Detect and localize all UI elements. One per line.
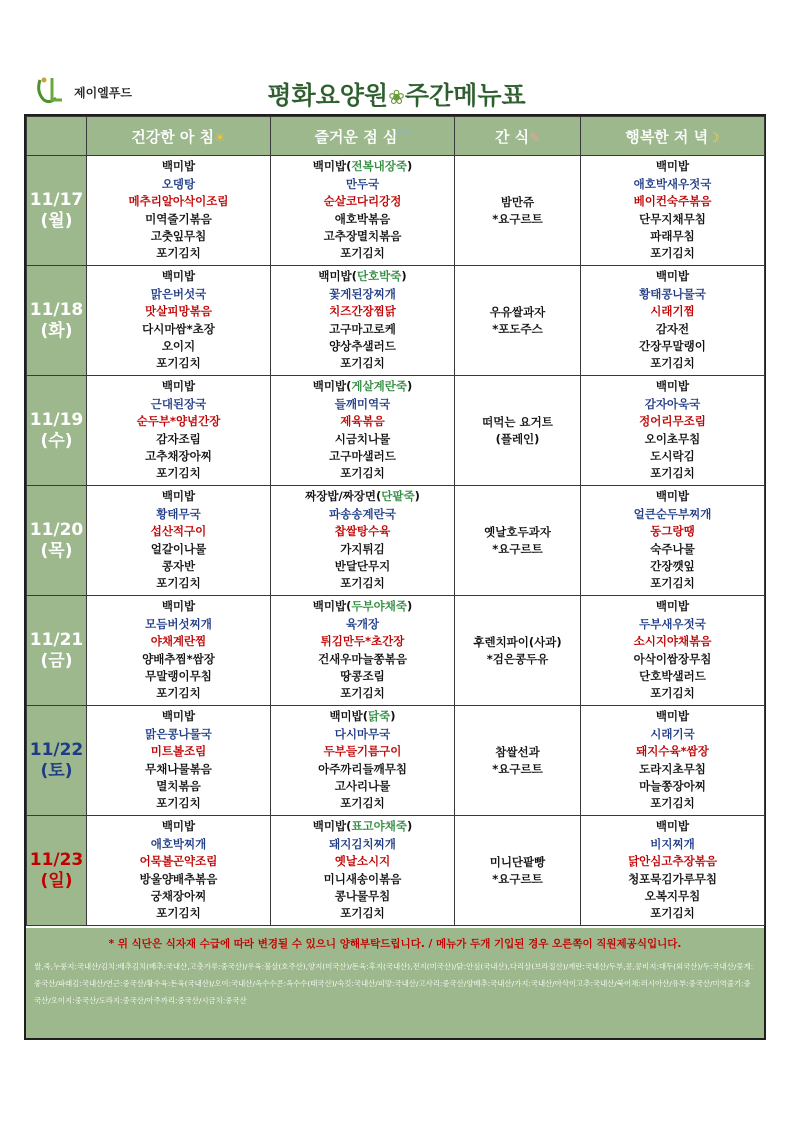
dinner-item: 감자전: [655, 321, 690, 336]
dinner-item: 백미밥: [655, 159, 690, 174]
menu-table: [26, 116, 765, 926]
menu-text-part: ): [414, 489, 420, 504]
snack-item: 떠먹는 요거트: [482, 414, 553, 429]
day-date-cell: [27, 706, 87, 816]
lunch-item: 미니새송이볶음: [323, 871, 402, 886]
lunch-item: 치즈간장찜닭: [329, 304, 396, 319]
lunch-item: 고구마고로케: [329, 321, 396, 336]
breakfast-cell: [87, 816, 271, 926]
footer-note: * 위 식단은 식자재 수급에 따라 변경될 수 있으니 양해부탁드립니다. / 메뉴가 두개 기입된 경우 오른쪽이 직원제공식입니다.: [108, 938, 682, 950]
menu-text-part: 표고야채죽: [351, 819, 407, 834]
menu-text-part: 백미밥(: [312, 819, 352, 834]
breakfast-item: 오이지: [161, 338, 196, 353]
breakfast-item: 미트볼조림: [150, 744, 207, 759]
dinner-cell: [581, 816, 765, 926]
lunch-item: 만두국: [345, 176, 380, 191]
dinner-item: 백미밥: [655, 269, 690, 284]
breakfast-item: 얼갈이나물: [150, 541, 207, 556]
day-date-cell: [27, 156, 87, 266]
snack-item: *포도주스: [492, 321, 543, 336]
lunch-item: [271, 488, 454, 505]
breakfast-item: 무말랭이무침: [145, 668, 212, 683]
day-row: [27, 376, 765, 486]
header-breakfast: 건강한 아 침☀: [87, 117, 271, 156]
dinner-item: 애호박새우젓국: [633, 176, 712, 191]
breakfast-item: 백미밥: [161, 379, 196, 394]
origin-info: 쌀,죽,누룽지:국내산/김치:배추김치(배추:국내산,고춧가루:중국산)/우육:불살(호주산),양지(미국산)/돈육:후지(국내산),전지(미국산)/닭:안심(국내산),다리살(브라질산)/계란:국내산/두부,콩,콩비지:대두(외국산)/두:국내산/꽃게:중국산/파래김:국내산/연근:중국산/황수육:돈육(국내산)/오이:국내산/옥수수콘:옥수수(태국산)/숙깃:국내산/피망:국내산/고사리:중국산/양배추:국내산/가지:국내산/아삭이고추:국내산/북어채:러시아산/유부:중국산/미역줄기:중국산/오이지:중국산/도라지:중국산/아주까리:중국산/시금치:중국산: [34, 962, 754, 1005]
dinner-item: 백미밥: [655, 599, 690, 614]
breakfast-cell: [87, 156, 271, 266]
breakfast-cell: [87, 596, 271, 706]
dinner-item: 시래기국: [650, 726, 695, 741]
lunch-item: 포기김치: [340, 906, 385, 921]
breakfast-item: 다시마쌈*초장: [142, 321, 215, 336]
menu-text-part: 짜장밥/짜장면(: [305, 489, 382, 504]
menu-frame: [24, 114, 766, 1040]
day-date-cell: [27, 266, 87, 376]
dinner-cell: [581, 376, 765, 486]
day-date: 11/18: [29, 299, 84, 320]
dinner-item: 포기김치: [650, 796, 695, 811]
day-date: 11/19: [29, 409, 84, 430]
breakfast-item: 백미밥: [161, 489, 196, 504]
snack-cell: [455, 596, 581, 706]
dinner-item: 마늘쫑장아찌: [639, 778, 706, 793]
lunch-item: 건새우마늘쫑볶음: [318, 651, 407, 666]
snack-cell: [455, 486, 581, 596]
dinner-item: 포기김치: [650, 576, 695, 591]
snack-item: 참쌀선과: [495, 744, 540, 759]
breakfast-item: 백미밥: [161, 269, 196, 284]
lunch-item: 포기김치: [340, 576, 385, 591]
lunch-item: 아주까리들깨무침: [318, 761, 407, 776]
lunch-item: 가지튀김: [340, 541, 385, 556]
menu-text-part: 백미밥(: [329, 709, 369, 724]
dinner-item: 아삭이쌈장무침: [633, 651, 712, 666]
dinner-cell: [581, 266, 765, 376]
breakfast-cell: [87, 486, 271, 596]
dinner-item: 시래기찜: [650, 304, 695, 319]
lunch-cell: [271, 596, 455, 706]
day-of-week: (금): [40, 650, 73, 671]
lunch-item: 포기김치: [340, 686, 385, 701]
day-row: [27, 816, 765, 926]
lunch-item: 반달단무지: [334, 558, 391, 573]
dinner-cell: [581, 156, 765, 266]
breakfast-item: 백미밥: [161, 709, 196, 724]
dinner-cell: [581, 706, 765, 816]
dinner-item: 포기김치: [650, 906, 695, 921]
dinner-item: 얼큰순두부찌개: [633, 506, 712, 521]
lunch-item: [271, 158, 454, 175]
snack-item: 옛날호두과자: [484, 524, 551, 539]
breakfast-item: 맛살피망볶음: [145, 304, 212, 319]
dinner-item: 돼지수육*쌈장: [636, 744, 709, 759]
menu-text-part: ): [406, 159, 413, 174]
menu-text-part: 전복내장죽: [351, 159, 407, 174]
day-date-cell: [27, 376, 87, 486]
day-of-week: (수): [40, 430, 73, 451]
breakfast-item: 맑은콩나물국: [145, 726, 212, 741]
breakfast-item: 포기김치: [156, 906, 201, 921]
day-row: [27, 596, 765, 706]
candy-icon: ✎: [529, 130, 541, 146]
lunch-item: 순살코다리강정: [323, 194, 402, 209]
dinner-item: 두부새우젓국: [639, 616, 706, 631]
menu-text-part: 게살계란죽: [351, 379, 407, 394]
breakfast-item: 황태무국: [156, 506, 201, 521]
dinner-item: 백미밥: [655, 709, 690, 724]
dinner-item: 소시지야채볶음: [633, 634, 712, 649]
breakfast-item: 백미밥: [161, 599, 196, 614]
breakfast-item: 감자조림: [156, 431, 201, 446]
lunch-item: [271, 818, 454, 835]
breakfast-item: 야채계란찜: [150, 634, 207, 649]
lunch-cell: [271, 376, 455, 486]
lunch-item: 찹쌀탕수육: [334, 524, 391, 539]
lunch-cell: [271, 266, 455, 376]
menu-text-part: 백미밥(: [318, 269, 357, 284]
breakfast-item: 근대된장국: [150, 396, 207, 411]
dinner-item: 포기김치: [650, 246, 695, 261]
dinner-item: 단무지채무침: [639, 211, 706, 226]
breakfast-item: 맑은버섯국: [150, 286, 207, 301]
dinner-item: 황태콩나물국: [639, 286, 706, 301]
day-row: [27, 706, 765, 816]
breakfast-item: 미역줄기볶음: [145, 211, 212, 226]
header-snack: 간 식✎: [455, 117, 581, 156]
lunch-item: 애호박볶음: [334, 211, 391, 226]
moon-icon: ☽: [708, 130, 720, 146]
menu-text-part: 단호박죽: [356, 269, 402, 284]
day-of-week: (월): [40, 210, 73, 231]
lunch-item: [271, 708, 454, 725]
breakfast-item: 포기김치: [156, 686, 201, 701]
breakfast-item: 순두부*양념간장: [136, 414, 221, 429]
dinner-item: 청포묵김가루무침: [628, 871, 717, 886]
lunch-item: 파송송계란국: [329, 506, 396, 521]
lunch-item: [271, 598, 454, 615]
breakfast-item: 무채나물볶음: [145, 761, 212, 776]
snack-item: (플레인): [495, 431, 540, 446]
dinner-item: 닭안심고추장볶음: [628, 854, 717, 869]
dinner-cell: [581, 596, 765, 706]
lunch-item: [271, 268, 454, 285]
lunch-item: 튀김만두*초간장: [320, 634, 405, 649]
dinner-item: 오이초무침: [644, 431, 701, 446]
lunch-item: 포기김치: [340, 796, 385, 811]
lunch-item: 두부들기름구이: [323, 744, 402, 759]
breakfast-item: 고춧잎무침: [150, 228, 207, 243]
lunch-item: 돼지김치찌개: [329, 836, 396, 851]
day-row: [27, 266, 765, 376]
menu-text-part: 두부야채죽: [351, 599, 407, 614]
rainbow-icon: ⌒: [397, 130, 411, 146]
breakfast-cell: [87, 376, 271, 486]
snack-cell: [455, 816, 581, 926]
day-date: 11/23: [29, 849, 84, 870]
day-date: 11/22: [29, 739, 84, 760]
breakfast-item: 포기김치: [156, 796, 201, 811]
snack-item: *요구르트: [492, 761, 543, 776]
lunch-item: 콩나물무침: [334, 888, 391, 903]
day-date-cell: [27, 486, 87, 596]
breakfast-item: 고추채장아찌: [145, 448, 212, 463]
breakfast-item: 오뎅탕: [161, 176, 196, 191]
lunch-item: 고구마샐러드: [329, 448, 396, 463]
menu-text-part: ): [406, 599, 413, 614]
dinner-item: 비지찌개: [650, 836, 695, 851]
lunch-item: 양상추샐러드: [329, 338, 396, 353]
lunch-item: 시금치나물: [334, 431, 391, 446]
menu-text-part: 백미밥(: [312, 379, 352, 394]
breakfast-item: 애호박찌개: [150, 836, 207, 851]
menu-text-part: ): [406, 819, 413, 834]
dinner-item: 오복지무침: [644, 888, 701, 903]
lunch-cell: [271, 156, 455, 266]
dinner-item: 동그랑땡: [650, 524, 695, 539]
lunch-item: 다시마무국: [334, 726, 391, 741]
dinner-item: 간장무말랭이: [639, 338, 706, 353]
menu-text-part: ): [406, 379, 413, 394]
day-date: 11/21: [29, 629, 84, 650]
snack-cell: [455, 706, 581, 816]
header-dinner: 행복한 저 녁☽: [581, 117, 765, 156]
breakfast-cell: [87, 706, 271, 816]
day-of-week: (화): [40, 320, 73, 341]
breakfast-item: 포기김치: [156, 466, 201, 481]
dinner-item: 감자아욱국: [644, 396, 701, 411]
breakfast-item: 포기김치: [156, 576, 201, 591]
dinner-item: 포기김치: [650, 356, 695, 371]
title-main: 평화요양원: [267, 81, 389, 110]
dinner-item: 파래무침: [650, 228, 695, 243]
dinner-item: 도시락김: [650, 448, 695, 463]
breakfast-item: 양배추찜*쌈장: [142, 651, 215, 666]
brand-name: 제이엘푸드: [74, 86, 132, 100]
snack-cell: [455, 156, 581, 266]
title-sub: 주간메뉴표: [404, 81, 526, 110]
lunch-item: 포기김치: [340, 466, 385, 481]
breakfast-item: 방울양배추볶음: [139, 871, 218, 886]
lunch-item: 제육볶음: [340, 414, 385, 429]
breakfast-item: 모듬버섯찌개: [145, 616, 212, 631]
breakfast-item: 콩자반: [161, 558, 196, 573]
dinner-item: 백미밥: [655, 379, 690, 394]
menu-text-part: 닭죽: [368, 709, 391, 724]
lunch-item: 땅콩조림: [340, 668, 385, 683]
breakfast-item: 백미밥: [161, 159, 196, 174]
dinner-item: 백미밥: [655, 819, 690, 834]
lunch-item: 고추장멸치볶음: [323, 228, 402, 243]
lunch-cell: [271, 486, 455, 596]
breakfast-item: 포기김치: [156, 246, 201, 261]
dinner-cell: [581, 486, 765, 596]
breakfast-item: 멸치볶음: [156, 778, 201, 793]
header-corner: [27, 117, 87, 156]
lunch-item: 포기김치: [340, 356, 385, 371]
day-date-cell: [27, 816, 87, 926]
lunch-cell: [271, 706, 455, 816]
lunch-item: 꽃게된장찌개: [329, 286, 396, 301]
lunch-item: 포기김치: [340, 246, 385, 261]
day-date-cell: [27, 596, 87, 706]
dinner-item: 단호박샐러드: [639, 668, 706, 683]
snack-item: *검은콩두유: [486, 651, 549, 666]
dinner-item: 숙주나물: [650, 541, 695, 556]
day-date: 11/20: [29, 519, 84, 540]
menu-text-part: ): [401, 269, 407, 284]
day-row: [27, 486, 765, 596]
day-date: 11/17: [29, 189, 84, 210]
snack-item: 미니단팥빵: [489, 854, 546, 869]
menu-text-part: ): [390, 709, 396, 724]
menu-text-part: 백미밥(: [312, 599, 352, 614]
day-of-week: (일): [40, 870, 73, 891]
menu-text-part: 단팥죽: [381, 489, 415, 504]
snack-item: *요구르트: [492, 871, 543, 886]
snack-item: 밤만쥬: [500, 194, 535, 209]
lunch-item: 육개장: [345, 616, 380, 631]
breakfast-item: 궁채장아찌: [150, 888, 207, 903]
footer-notes: [26, 928, 764, 1038]
breakfast-cell: [87, 266, 271, 376]
day-of-week: (목): [40, 540, 73, 561]
breakfast-item: 포기김치: [156, 356, 201, 371]
dinner-item: 정어리무조림: [639, 414, 706, 429]
breakfast-item: 어묵볼곤약조림: [139, 854, 218, 869]
breakfast-item: 메추리알아삭이조림: [128, 194, 229, 209]
snack-item: *요구르트: [492, 211, 543, 226]
lunch-item: 들깨미역국: [334, 396, 391, 411]
page-title: [0, 76, 793, 112]
sun-icon: ☀: [214, 130, 226, 146]
snack-cell: [455, 376, 581, 486]
dinner-item: 베이컨숙주볶음: [633, 194, 712, 209]
dinner-item: 간장깻잎: [650, 558, 695, 573]
lunch-item: 고사리나물: [334, 778, 391, 793]
header-lunch: 즐거운 점 심⌒: [271, 117, 455, 156]
snack-cell: [455, 266, 581, 376]
lunch-item: 옛날소시지: [334, 854, 391, 869]
lunch-item: [271, 378, 454, 395]
lunch-cell: [271, 816, 455, 926]
dinner-item: 백미밥: [655, 489, 690, 504]
breakfast-item: 섭산적구이: [150, 524, 207, 539]
header-row: [27, 117, 765, 156]
snack-item: 후렌치파이(사과): [473, 634, 562, 649]
day-row: [27, 156, 765, 266]
dinner-item: 포기김치: [650, 466, 695, 481]
dinner-item: 포기김치: [650, 686, 695, 701]
snack-item: *요구르트: [492, 541, 543, 556]
flower-icon: ❀: [388, 85, 405, 109]
dinner-item: 도라지초무침: [639, 761, 706, 776]
snack-item: 우유쌀과자: [489, 304, 546, 319]
menu-text-part: 백미밥(: [312, 159, 352, 174]
breakfast-item: 백미밥: [161, 819, 196, 834]
day-of-week: (토): [40, 760, 73, 781]
